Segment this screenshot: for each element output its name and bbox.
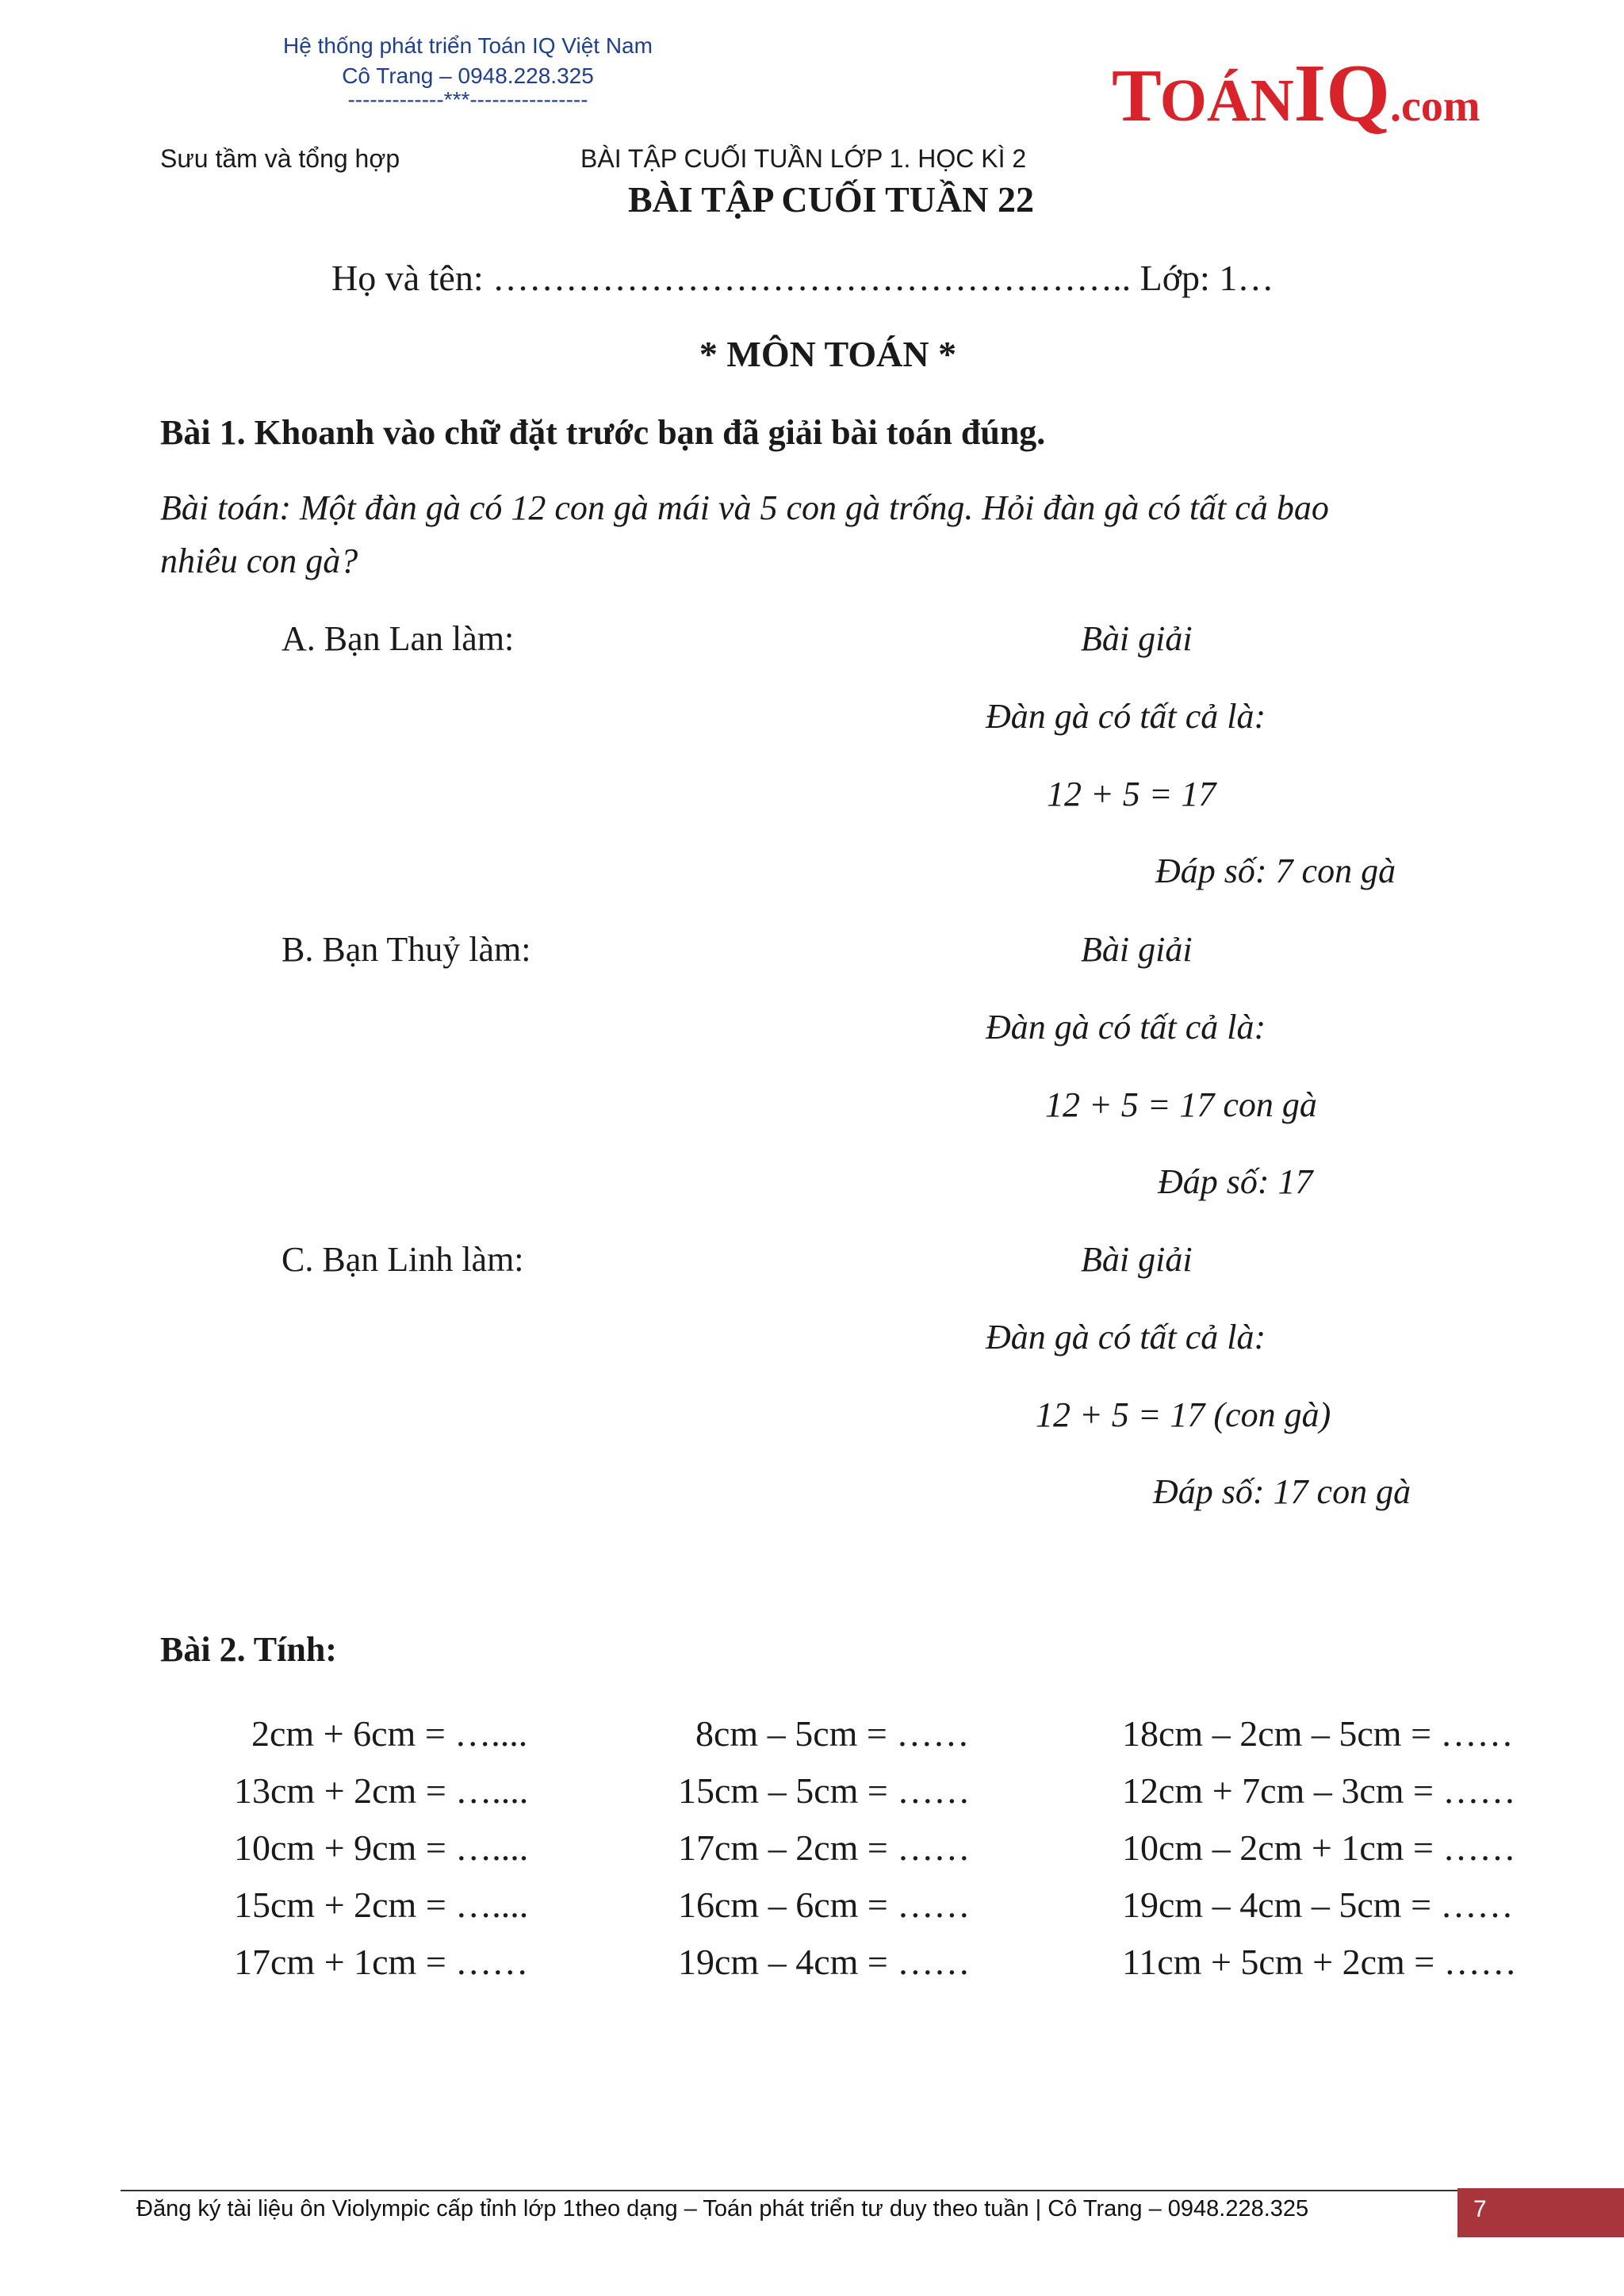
page-number: 7 <box>1473 2196 1487 2222</box>
option-b-label[interactable]: B. Bạn Thuỷ làm: <box>282 930 531 969</box>
calc-c1-r1: 2cm + 6cm = ….... <box>251 1713 528 1754</box>
bai2-heading: Bài 2. Tính: <box>160 1630 337 1669</box>
option-c-sol-text: Đàn gà có tất cả là: <box>986 1318 1266 1357</box>
option-a-sol-calc: 12 + 5 = 17 <box>1047 775 1216 813</box>
header-line-1: Hệ thống phát triển Toán IQ Việt Nam <box>283 33 653 58</box>
option-c-sol-title: Bài giải <box>1081 1240 1193 1279</box>
calc-c2-r4: 16cm – 6cm = …… <box>678 1885 971 1925</box>
calc-c2-r3: 17cm – 2cm = …… <box>678 1827 971 1868</box>
bai1-problem-line-1: Bài toán: Một đàn gà có 12 con gà mái và 5 con gà trống. Hỏi đàn gà có tất cả bao <box>160 488 1329 527</box>
option-a-label[interactable]: A. Bạn Lan làm: <box>282 619 515 658</box>
option-b-sol-text: Đàn gà có tất cả là: <box>986 1008 1266 1047</box>
name-line: Họ và tên: …………………………………………….. Lớp: 1… <box>331 258 1274 298</box>
option-c-sol-answer: Đáp số: 17 con gà <box>1153 1472 1411 1511</box>
option-a-sol-text: Đàn gà có tất cả là: <box>986 697 1266 736</box>
calc-c2-r1: 8cm – 5cm = …… <box>695 1713 970 1754</box>
meta-center: BÀI TẬP CUỐI TUẦN LỚP 1. HỌC KÌ 2 <box>580 144 1027 173</box>
header-line-3: -------------***---------------- <box>347 87 588 112</box>
logo-part-3: IQ <box>1293 48 1390 139</box>
subject-title: * MÔN TOÁN * <box>699 334 957 374</box>
logo-part-4: .com <box>1389 82 1480 131</box>
logo-part-2: OÁN <box>1159 67 1294 134</box>
calc-c1-r2: 13cm + 2cm = ….... <box>234 1770 529 1811</box>
option-a-sol-title: Bài giải <box>1081 619 1193 658</box>
option-b-sol-answer: Đáp số: 17 <box>1158 1162 1313 1201</box>
calc-c3-r3: 10cm – 2cm + 1cm = …… <box>1122 1827 1516 1868</box>
meta-left: Sưu tầm và tổng hợp <box>160 144 400 173</box>
toaniq-logo <box>1112 46 1480 139</box>
header-line-2: Cô Trang – 0948.228.325 <box>342 63 594 88</box>
calc-c2-r2: 15cm – 5cm = …… <box>678 1770 971 1811</box>
footer-text: Đăng ký tài liệu ôn Violympic cấp tỉnh lớp 1theo dạng – Toán phát triển tư duy theo tuần | Cô Trang – 0948.228.325 <box>136 2196 1309 2221</box>
calc-c3-r2: 12cm + 7cm – 3cm = …… <box>1122 1770 1516 1811</box>
option-b-sol-title: Bài giải <box>1081 930 1193 969</box>
calc-c3-r4: 19cm – 4cm – 5cm = …… <box>1122 1885 1514 1925</box>
page-title: BÀI TẬP CUỐI TUẦN 22 <box>627 179 1035 220</box>
footer-divider <box>121 2190 1497 2191</box>
calc-c1-r4: 15cm + 2cm = ….... <box>234 1885 529 1925</box>
logo-part-1: T <box>1112 55 1160 137</box>
calc-c3-r5: 11cm + 5cm + 2cm = …… <box>1122 1942 1517 1982</box>
bai1-heading: Bài 1. Khoanh vào chữ đặt trước bạn đã giải bài toán đúng. <box>160 413 1046 452</box>
calc-c1-r5: 17cm + 1cm = …… <box>234 1942 529 1982</box>
option-b-sol-calc: 12 + 5 = 17 con gà <box>1045 1085 1317 1124</box>
option-c-sol-calc: 12 + 5 = 17 (con gà) <box>1036 1395 1331 1434</box>
calc-c2-r5: 19cm – 4cm = …… <box>678 1942 971 1982</box>
option-a-sol-answer: Đáp số: 7 con gà <box>1155 851 1396 890</box>
calc-c1-r3: 10cm + 9cm = ….... <box>234 1827 529 1868</box>
calc-c3-r1: 18cm – 2cm – 5cm = …… <box>1122 1713 1514 1754</box>
option-c-label[interactable]: C. Bạn Linh làm: <box>282 1240 524 1279</box>
bai1-problem-line-2: nhiêu con gà? <box>160 541 358 580</box>
